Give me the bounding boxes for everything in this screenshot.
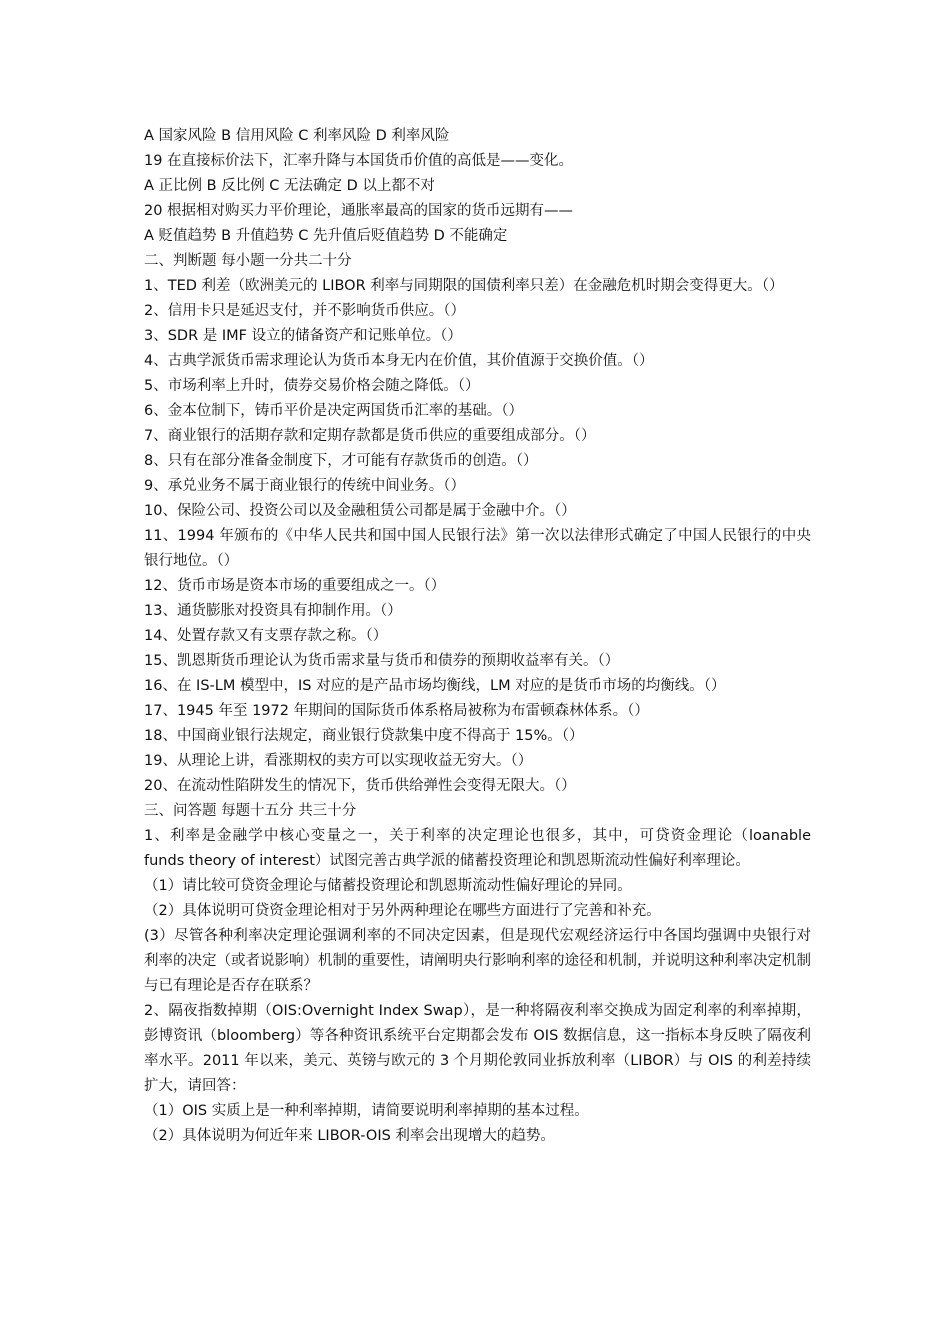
essay-q2-sub1: （1）OIS 实质上是一种利率掉期，请简要说明利率掉期的基本过程。 [144,1103,589,1119]
tf-item-13: 13、通货膨胀对投资具有抑制作用。（） [144,603,402,619]
tf-item-5: 5、市场利率上升时，债券交易价格会随之降低。（） [144,378,480,394]
tf-item-12: 12、货币市场是资本市场的重要组成之一。（） [144,578,446,594]
tf-item-18: 18、中国商业银行法规定，商业银行贷款集中度不得高于 15%。（） [144,728,584,744]
section3-heading: 三、问答题 每题十五分 共三十分 [144,803,357,819]
essay-q1-sub2: （2）具体说明可贷资金理论相对于另外两种理论在哪些方面进行了完善和补充。 [144,903,661,919]
tf-item-10: 10、保险公司、投资公司以及金融租赁公司都是属于金融中介。（） [144,503,576,519]
tf-item-8: 8、只有在部分准备金制度下，才可能有存款货币的创造。（） [144,453,538,469]
tf-item-6: 6、金本位制下，铸币平价是决定两国货币汇率的基础。（） [144,403,523,419]
q19-options: A 正比例 B 反比例 C 无法确定 D 以上都不对 [144,178,435,194]
section2-heading: 二、判断题 每小题一分共二十分 [144,253,352,269]
tf-item-2: 2、信用卡只是延迟支付，并不影响货币供应。（） [144,303,465,319]
q19-text: 19 在直接标价法下，汇率升降与本国货币价值的高低是——变化。 [144,153,574,169]
tf-item-1: 1、TED 利差（欧洲美元的 LIBOR 利率与同期限的国债利率只差）在金融危机时期会变得更大。（） [144,278,784,294]
tf-item-19: 19、从理论上讲，看涨期权的卖方可以实现收益无穷大。（） [144,753,533,769]
tf-item-7: 7、商业银行的活期存款和定期存款都是货币供应的重要组成部分。（） [144,428,596,444]
q18-options: A 国家风险 B 信用风险 C 利率风险 D 利率风险 [144,128,450,144]
tf-item-14: 14、处置存款又有支票存款之称。（） [144,628,388,644]
tf-item-16: 16、在 IS-LM 模型中，IS 对应的是产品市场均衡线，LM 对应的是货币市场的均衡线。（） [144,678,726,694]
tf-item-15: 15、凯恩斯货币理论认为货币需求量与货币和债券的预期收益率有关。（） [144,653,620,669]
tf-item-11: 11、1994 年颁布的《中华人民共和国中国人民银行法》第一次以法律形式确定了中国人民银行的中央银行地位。（） [144,528,811,569]
document-body [144,124,811,1149]
essay-q2-intro: 2、隔夜指数掉期（OIS:Overnight Index Swap），是一种将隔夜利率交换成为固定利率的利率掉期，彭博资讯（bloomberg）等各种资讯系统平台定期都会发布 OIS 数据信息，这一指标本身反映了隔夜利率水平。2011 年以来，美元、英镑与欧元的 3 个月期伦敦同业拆放利率（LIBOR）与 OIS 的利差持续扩大，请回答： [144,1003,811,1094]
q20-options: A 贬值趋势 B 升值趋势 C 先升值后贬值趋势 D 不能确定 [144,228,508,244]
tf-item-9: 9、承兑业务不属于商业银行的传统中间业务。（） [144,478,465,494]
essay-q2-sub2: （2）具体说明为何近年来 LIBOR-OIS 利率会出现增大的趋势。 [144,1128,555,1144]
essay-q1-intro: 1、利率是金融学中核心变量之一，关于利率的决定理论也很多，其中，可贷资金理论（loanable funds theory of interest）试图完善古典学派的储蓄投资理论和凯恩斯流动性偏好利率理论。 [144,828,811,869]
q20-text: 20 根据相对购买力平价理论，通胀率最高的国家的货币远期有—— [144,203,574,219]
tf-item-20: 20、在流动性陷阱发生的情况下，货币供给弹性会变得无限大。（） [144,778,576,794]
tf-item-17: 17、1945 年至 1972 年期间的国际货币体系格局被称为布雷顿森林体系。（） [144,703,649,719]
essay-q1-sub1: （1）请比较可贷资金理论与储蓄投资理论和凯恩斯流动性偏好理论的异同。 [144,878,632,894]
tf-item-4: 4、古典学派货币需求理论认为货币本身无内在价值，其价值源于交换价值。（） [144,353,654,369]
tf-item-3: 3、SDR 是 IMF 设立的储备资产和记账单位。（） [144,328,462,344]
essay-q1-sub3: (3）尽管各种利率决定理论强调利率的不同决定因素，但是现代宏观经济运行中各国均强调中央银行对利率的决定（或者说影响）机制的重要性，请阐明央行影响利率的途径和机制，并说明这种利率决定机制与已有理论是否存在联系？ [144,928,811,994]
